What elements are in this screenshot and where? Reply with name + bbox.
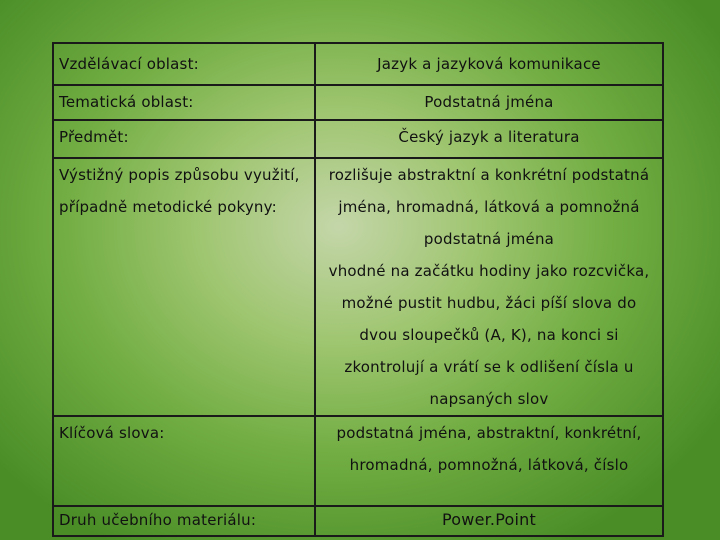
- table-row-thematic-area: [53, 85, 663, 120]
- description-line: vhodné na začátku hodiny jako rozcvička,: [328, 262, 650, 280]
- value-education-area: Jazyk a jazyková komunikace: [377, 55, 601, 73]
- label-cell: [53, 158, 315, 416]
- value-thematic-area: Podstatná jména: [424, 93, 554, 111]
- table-row-material-type: [53, 506, 663, 536]
- table-row-subject: [53, 120, 663, 158]
- label-cell: [53, 43, 315, 85]
- description-line: jména, hromadná, látková a pomnožná: [338, 198, 640, 216]
- description-line: dvou sloupečků (A, K), na konci si: [359, 326, 619, 344]
- keywords-line: podstatná jména, abstraktní, konkrétní,: [336, 424, 642, 442]
- table-row-education-area: [53, 43, 663, 85]
- value-cell: [315, 158, 663, 416]
- label-keywords: Klíčová slova:: [59, 424, 165, 442]
- label-description-line: případně metodické pokyny:: [59, 198, 277, 216]
- label-cell: [53, 416, 315, 506]
- value-cell: [315, 120, 663, 158]
- label-cell: [53, 120, 315, 158]
- value-cell: [315, 416, 663, 506]
- label-thematic-area: Tematická oblast:: [59, 93, 194, 111]
- keywords-line: hromadná, pomnožná, látková, číslo: [349, 456, 629, 474]
- description-line: podstatná jména: [423, 230, 555, 248]
- label-subject: Předmět:: [59, 128, 129, 146]
- label-material-type: Druh učebního materiálu:: [59, 511, 257, 529]
- value-subject: Český jazyk a literatura: [398, 128, 580, 146]
- info-table: [52, 42, 664, 537]
- label-education-area: Vzdělávací oblast:: [59, 55, 199, 73]
- value-material-type: Power.Point: [442, 510, 536, 529]
- description-line: zkontrolují a vrátí se k odlišení čísla u: [344, 358, 634, 376]
- value-cell: [315, 85, 663, 120]
- description-line: možné pustit hudbu, žáci píší slova do: [341, 294, 637, 312]
- label-cell: [53, 506, 315, 536]
- description-line: rozlišuje abstraktní a konkrétní podstatná: [328, 166, 650, 184]
- label-description-line: Výstižný popis způsobu využití,: [59, 166, 300, 184]
- label-cell: [53, 85, 315, 120]
- value-cell: [315, 506, 663, 536]
- table-row-keywords: [53, 416, 663, 506]
- table-row-description: [53, 158, 663, 416]
- description-line: napsaných slov: [429, 390, 549, 408]
- value-cell: [315, 43, 663, 85]
